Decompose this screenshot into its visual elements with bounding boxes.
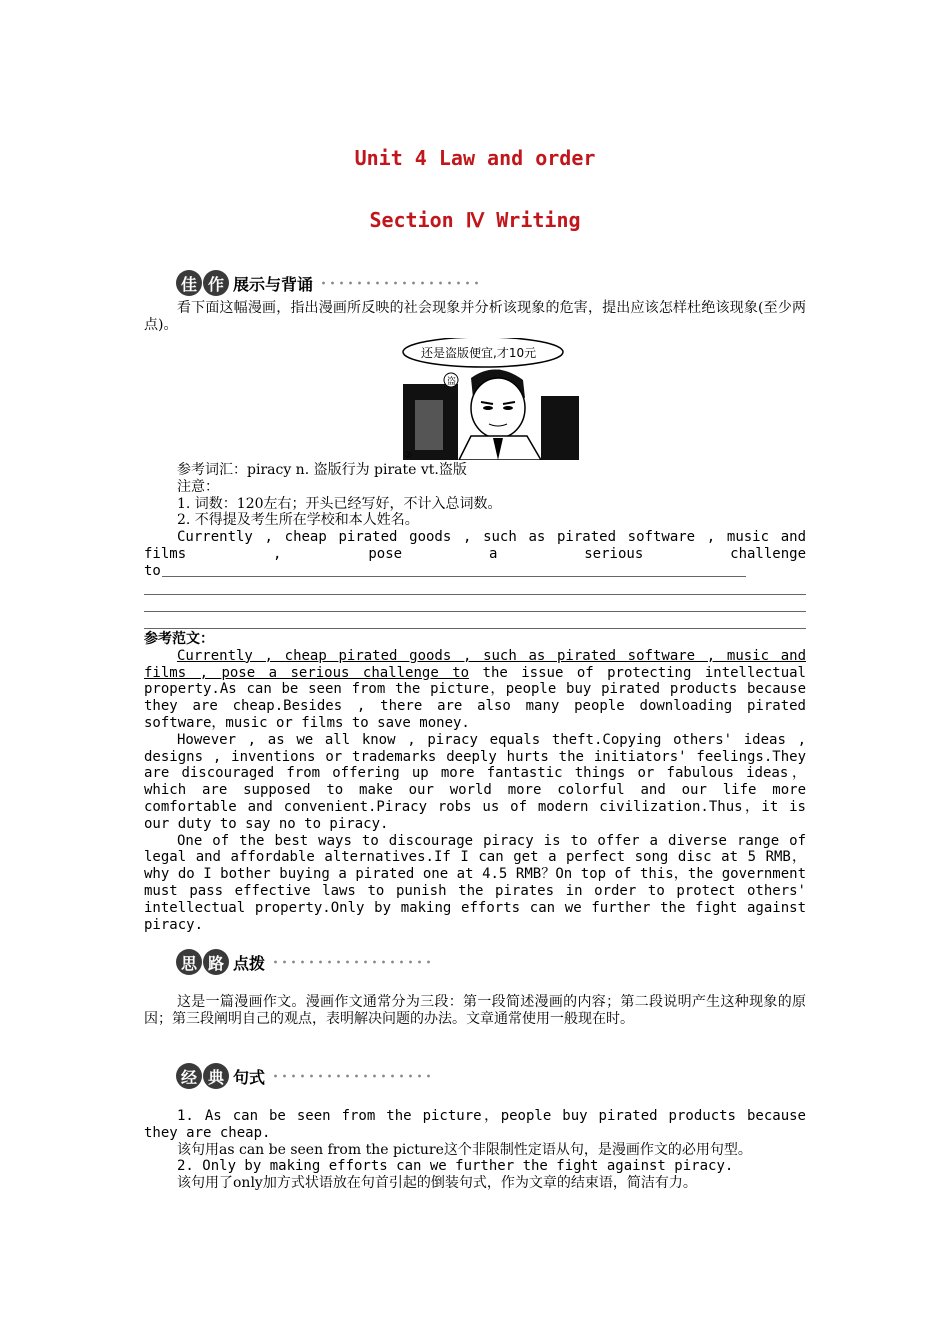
heading-badge: 思 [176,949,202,975]
vocab-hint: 参考词汇：piracy n. 盗版行为 pirate vt.盗版 [177,462,467,478]
heading-text: 点拨 [233,953,266,973]
heading-badge: 典 [203,1063,229,1089]
answer-line [144,611,806,612]
answer-line [144,628,806,629]
cartoon-number: ② [404,451,413,460]
answer-line [144,594,806,595]
cartoon-illustration [401,338,581,460]
opening-line: to [144,562,161,579]
heading-badge: 路 [203,949,229,975]
sample-label: 参考范文： [144,631,214,647]
page-title: Unit 4 Law and order [354,146,596,170]
dotted-divider [319,279,479,287]
sentence-item: 1. As can be seen from the picture，people buy pirated products because they are cheap. [144,1108,806,1141]
sentence-note: 该句用as can be seen from the picture这个非限制性定语从句，是漫画作文的必用句型。 [177,1141,752,1158]
cartoon-bag-label: 盗 [447,377,457,387]
dotted-divider [271,1072,431,1080]
page-subtitle: Section Ⅳ Writing [369,208,581,232]
note-item: 2. 不得提及考生所在学校和本人姓名。 [177,512,419,529]
sample-essay [144,631,806,933]
section-heading-showcase [176,268,479,298]
opening-line: films , pose a serious challenge [144,545,806,562]
heading-badge: 经 [176,1063,202,1089]
writing-tips: 这是一篇漫画作文。漫画作文通常分为三段：第一段简述漫画的内容；第二段说明产生这种现象的原因；第三段阐明自己的观点，表明解决问题的办法。文章通常使用一般现在时。 [144,994,806,1027]
sample-opening: Currently , cheap pirated goods , such as pirated software , music and films , pose a serious challenge to [144,647,806,681]
key-sentences [144,1108,806,1192]
sample-paragraph: Currently , cheap pirated goods , such as pirated software , music and films , pose a serious challenge to the issue of protecting intellectual property.As can be seen from the picture，people buy pirated products because they are cheap.Besides , there are also many people downloading pirated software，music or films to save money. [144,647,806,731]
opening-line: Currently , cheap pirated goods , such as pirated software , music and [177,529,806,546]
section-heading-patterns [176,1061,431,1091]
sample-paragraph: However , as we all know , piracy equals theft.Copying others' ideas , designs , inventions or trademarks deeply hurts the initiators' feelings.They are discouraged from offering up more fantastic things or fabulous ideas，which are supposed to make our world more colorful and our life more comfortable and convenient.Piracy robs us of modern civilization.Thus，it is our duty to say no to piracy. [144,731,806,832]
heading-text: 句式 [233,1067,266,1087]
sentence-item: 2. Only by making efforts can we further the fight against piracy. [177,1158,734,1175]
heading-badge: 佳 [176,270,202,296]
writing-notes [144,462,806,580]
cartoon-caption: 还是盗版便宜,才10元 [421,346,537,360]
heading-text: 展示与背诵 [233,274,314,294]
notes-label: 注意： [177,478,219,495]
note-item: 1. 词数：120左右；开头已经写好，不计入总词数。 [177,495,502,512]
sample-paragraph: One of the best ways to discourage piracy is to offer a diverse range of legal and affordable alternatives.If I can get a perfect song disc at 5 RMB，why do I bother buying a pirated one at 4.5 RMB？On top of this，the government must pass effective laws to punish the pirates in order to protect others' intellectual property.Only by making efforts can we further the fight against piracy. [144,832,806,933]
answer-line [162,576,746,577]
writing-prompt: 看下面这幅漫画，指出漫画所反映的社会现象并分析该现象的危害，提出应该怎样杜绝该现象(至少两点)。 [144,300,806,333]
dotted-divider [271,958,431,966]
section-heading-tips [176,947,431,977]
sentence-note: 该句用了only加方式状语放在句首引起的倒装句式，作为文章的结束语，简洁有力。 [177,1175,697,1192]
heading-badge: 作 [203,270,229,296]
